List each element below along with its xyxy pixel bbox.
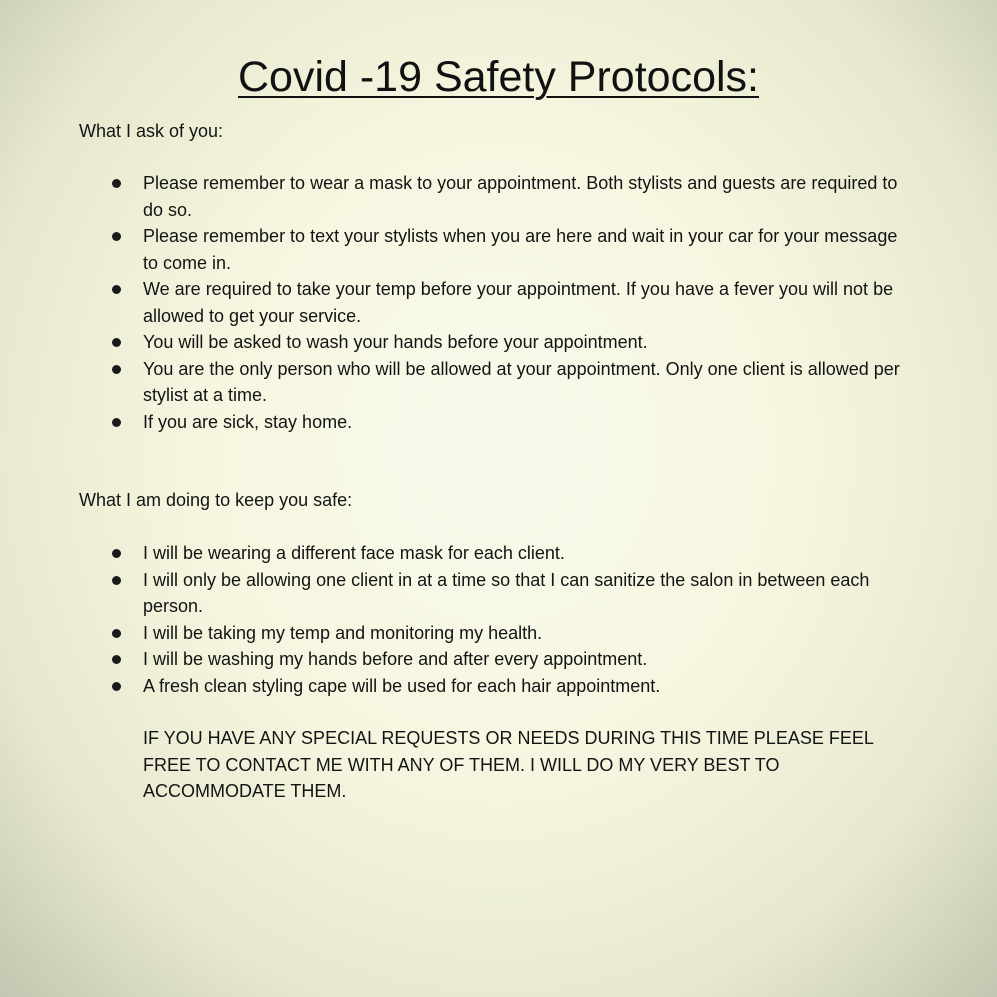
list-item-text: I will be taking my temp and monitoring my health. xyxy=(143,622,543,643)
list-item xyxy=(0,223,997,276)
list-item xyxy=(0,409,997,436)
bullet-icon xyxy=(112,655,121,664)
list-item-text: You are the only person who will be allowed at your appointment. Only one client is allowed per stylist at a time. xyxy=(143,358,900,405)
list-item-text: Please remember to wear a mask to your appointment. Both stylists and guests are required to do so. xyxy=(143,173,898,220)
list-item xyxy=(0,356,997,409)
list-item-text: I will be wearing a different face mask for each client. xyxy=(143,543,565,563)
bullet-list-ask xyxy=(0,170,997,435)
closing-note: IF YOU HAVE ANY SPECIAL REQUESTS OR NEEDS DURING THIS TIME PLEASE FEEL FREE TO CONTACT ME WITH ANY OF THEM. I WILL DO MY VERY BEST TO ACCOMMODATE THEM. xyxy=(143,728,874,801)
list-item xyxy=(0,567,997,620)
bullet-icon xyxy=(112,365,121,374)
section-heading-doing: What I am doing to keep you safe: xyxy=(79,490,353,510)
list-item xyxy=(0,540,997,567)
bullet-icon xyxy=(112,285,121,294)
bullet-icon xyxy=(112,629,121,638)
list-item-text: We are required to take your temp before your appointment. If you have a fever you will not be allowed to get your service. xyxy=(143,279,894,326)
bullet-icon xyxy=(112,682,121,691)
list-item xyxy=(0,620,997,647)
bullet-icon xyxy=(112,179,121,188)
list-item-text: Please remember to text your stylists when you are here and wait in your car for your message to come in. xyxy=(143,226,898,273)
list-item xyxy=(0,170,997,223)
section-heading-ask: What I ask of you: xyxy=(79,121,224,141)
list-item xyxy=(0,646,997,673)
list-item-text: I will only be allowing one client in at a time so that I can sanitize the salon in between each person. xyxy=(143,569,870,616)
list-item-text: If you are sick, stay home. xyxy=(143,411,353,432)
page-title: Covid -19 Safety Protocols: xyxy=(237,53,760,101)
bullet-list-doing xyxy=(0,540,997,699)
bullet-icon xyxy=(112,549,121,558)
list-item-text: You will be asked to wash your hands before your appointment. xyxy=(143,332,648,352)
list-item-text: I will be washing my hands before and after every appointment. xyxy=(143,649,648,669)
bullet-icon xyxy=(112,338,121,347)
bullet-icon xyxy=(112,418,121,427)
list-item xyxy=(0,276,997,329)
bullet-icon xyxy=(112,576,121,585)
list-item xyxy=(0,329,997,356)
bullet-icon xyxy=(112,232,121,241)
list-item xyxy=(0,673,997,700)
list-item-text: A fresh clean styling cape will be used for each hair appointment. xyxy=(143,675,661,696)
